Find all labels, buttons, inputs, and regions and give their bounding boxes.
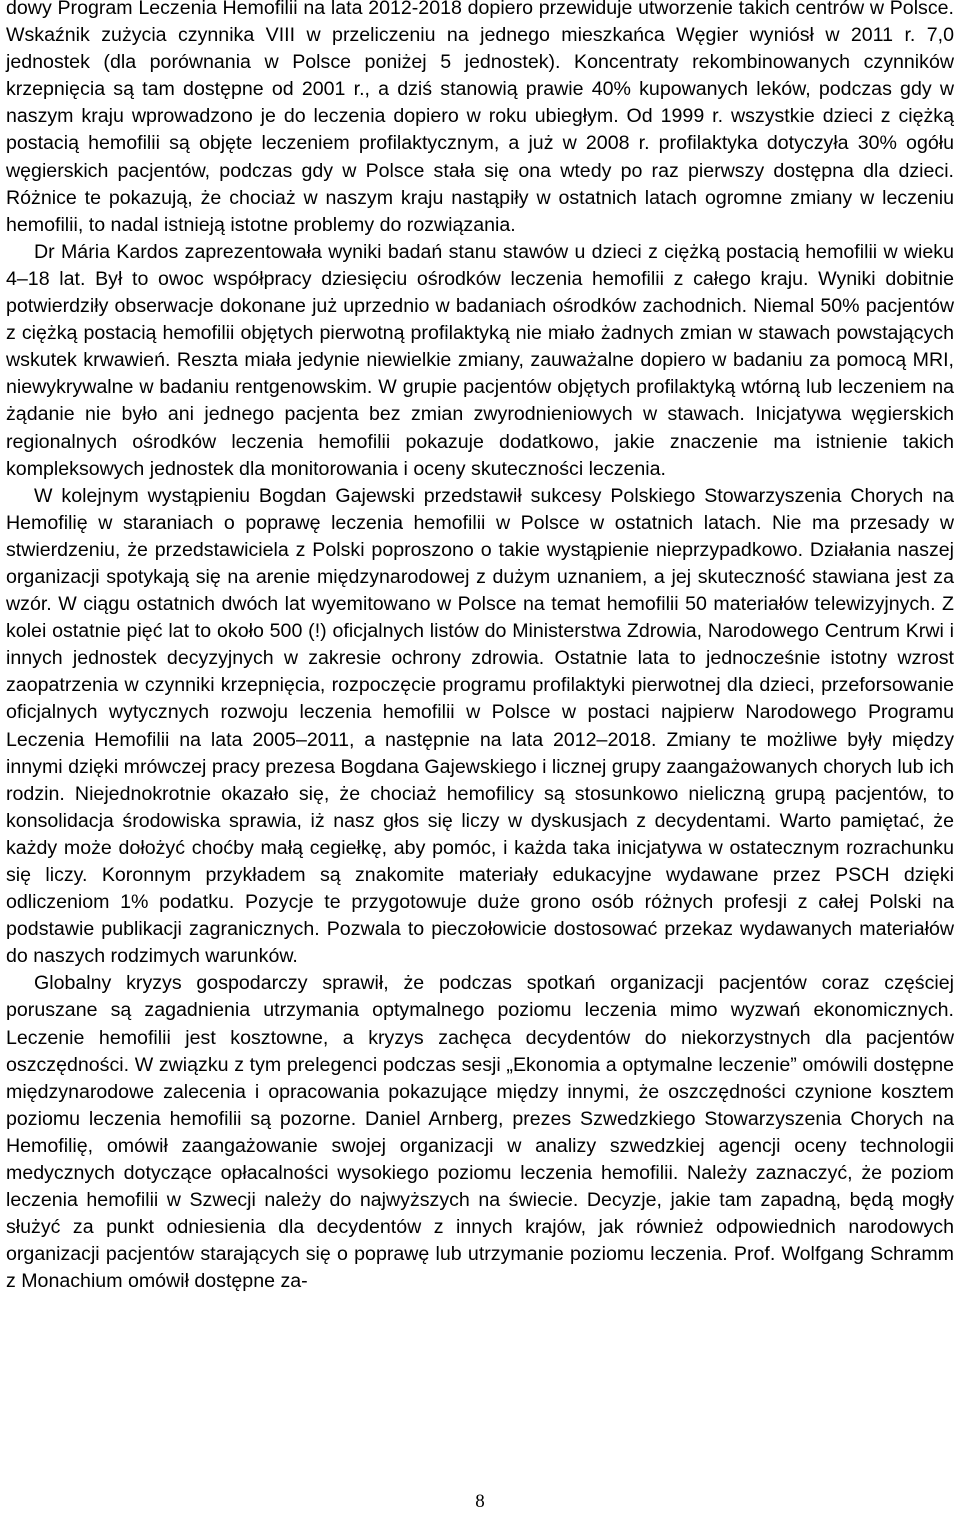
page-number: 8 xyxy=(475,1491,485,1512)
paragraph-economic-crisis: Globalny kryzys gospodarczy sprawił, że podczas spotkań organizacji pacjentów coraz częściej poruszane są zagadnienia utrzymania optymalnego poziomu leczenia mimo wyzwań ekonomicznych. Leczenie hemofilii jest kosztowne, a kryzys zachęca decydentów do niekorzystnych dla pacjentów oszczędności. W związku z tym prelegenci podczas sesji „Ekonomia a optymalne leczenie” omówili dostępne międzynarodowe zalecenia i opracowania pokazujące między innymi, że oszczędności czynione kosztem poziomu leczenia hemofilii są pozorne. Daniel Arnberg, prezes Szwedzkiego Stowarzyszenia Chorych na Hemofilię, omówił zaangażowanie swojej organizacji w analizy szwedzkiej agencji oceny technologii medycznych dotyczące opłacalności wysokiego poziomu leczenia hemofilii. Należy zaznaczyć, że poziom leczenia hemofilii w Szwecji należy do najwyższych na świecie. Decyzje, jakie tam zapadną, będą mogły służyć za punkt odniesienia dla decydentów z innych krajów, jak również odpowiednich narodowych organizacji pacjentów starających się o poprawę lub utrzymanie poziomu leczenia. Prof. Wolfgang Schramm z Monachium omówił dostępne za- xyxy=(6,972,954,1293)
paragraph-gajewski-pssh: W kolejnym wystąpieniu Bogdan Gajewski przedstawił sukcesy Polskiego Stowarzyszenia Chorych na Hemofilię w staraniach o poprawę leczenia hemofilii w Polsce w ostatnich latach. Nie ma przesady w stwierdzeniu, że przedstawiciela z Polski poproszono o takie wystąpienie nieprzypadkowo. Działania naszej organizacji spotykają się na arenie międzynarodowej z dużym uznaniem, a jej skuteczność stawiana jest za wzór. W ciągu ostatnich dwóch lat wyemitowano w Polsce na temat hemofilii 50 materiałów telewizyjnych. Z kolei ostatnie pięć lat to około 500 (!) oficjalnych listów do Ministerstwa Zdrowia, Narodowego Centrum Krwi i innych jednostek decyzyjnych w zakresie ochrony zdrowia. Ostatnie lata to jednocześnie istotny wzrost zaopatrzenia w czynniki krzepnięcia, rozpoczęcie programu profilaktyki pierwotnej dla dzieci, przeforsowanie oficjalnych wytycznych rozwoju leczenia hemofilii w Polsce w postaci najpierw Narodowego Programu Leczenia Hemofilii na lata 2005–2011, a następnie na lata 2012–2018. Zmiany te możliwe były między innymi dzięki mrówczej pracy prezesa Bogdana Gajewskiego i licznej grupy zaangażowanych chorych lub ich rodzin. Niejednokrotnie okazało się, że chociaż hemofilicy są stosunkowo nieliczną grupą pacjentów, to konsolidacja środowiska sprawia, iż nasz głos się liczy w dyskusjach z decydentami. Warto pamiętać, że każdy może dołożyć choćby małą cegiełkę, aby pomóc, i każda taka inicjatywa w ostatecznym rozrachunku się liczy. Koronnym przykładem są znakomite materiały edukacyjne wydawane przez PSCH dzięki odliczeniom 1% podatku. Pozycje te przygotowuje duże grono osób różnych profesji z całej Polski na podstawie publikacji zagranicznych. Pozwala to pieczołowicie dostosować przekaz wydawanych materiałów do naszych rodzimych warunków. xyxy=(6,484,954,968)
paragraph-hungary-comparison: dowy Program Leczenia Hemofilii na lata 2012-2018 dopiero przewiduje utworzenie takich centrów w Polsce. Wskaźnik zużycia czynnika VIII w przeliczeniu na jednego mieszkańca Węgier wyniósł w 2011 r. 7,0 jednostek (dla porównania w Polsce poniżej 5 jednostek). Koncentraty rekombinowanych czynników krzepnięcia są tam dostępne od 2001 r., a dziś stanowią prawie 40% kupowanych leków, podczas gdy w naszym kraju wprowadzono je do leczenia dopiero w roku ubiegłym. Od 1999 r. wszystkie dzieci z ciężką postacią hemofilii są objęte leczeniem profilaktycznym, a już w 2008 r. profilaktyka dotyczyła 30% ogółu węgierskich pacjentów, podczas gdy w Polsce stała się ona wtedy po raz pierwszy dostępna dla dzieci. Różnice te pokazują, że chociaż w naszym kraju nastąpiły w ostatnich latach ogromne zmiany w leczeniu hemofilii, to nadal istnieją istotne problemy do rozwiązania. xyxy=(6,0,954,236)
article-body xyxy=(6,0,954,1296)
paragraph-kardos-study: Dr Mária Kardos zaprezentowała wyniki badań stanu stawów u dzieci z ciężką postacią hemofilii w wieku 4–18 lat. Był to owoc współpracy dziesięciu ośrodków leczenia hemofilii z całego kraju. Wyniki dobitnie potwierdziły obserwacje dokonane już uprzednio w badaniach ośrodków zachodnich. Niemal 50% pacjentów z ciężką postacią hemofilii objętych pierwotną profilaktyką nie miało żadnych zmian w stawach powstających wskutek krwawień. Reszta miała jedynie niewielkie zmiany, zauważalne dopiero w badaniu za pomocą MRI, niewykrywalne w badaniu rentgenowskim. W grupie pacjentów objętych profilaktyką wtórną lub leczeniem na żądanie nie było ani jednego pacjenta bez zmian zwyrodnieniowych w stawach. Inicjatywa węgierskich regionalnych ośrodków leczenia hemofilii pokazuje dodatkowo, jakie znaczenie ma istnienie takich kompleksowych jednostek dla monitorowania i oceny skuteczności leczenia. xyxy=(6,240,954,480)
